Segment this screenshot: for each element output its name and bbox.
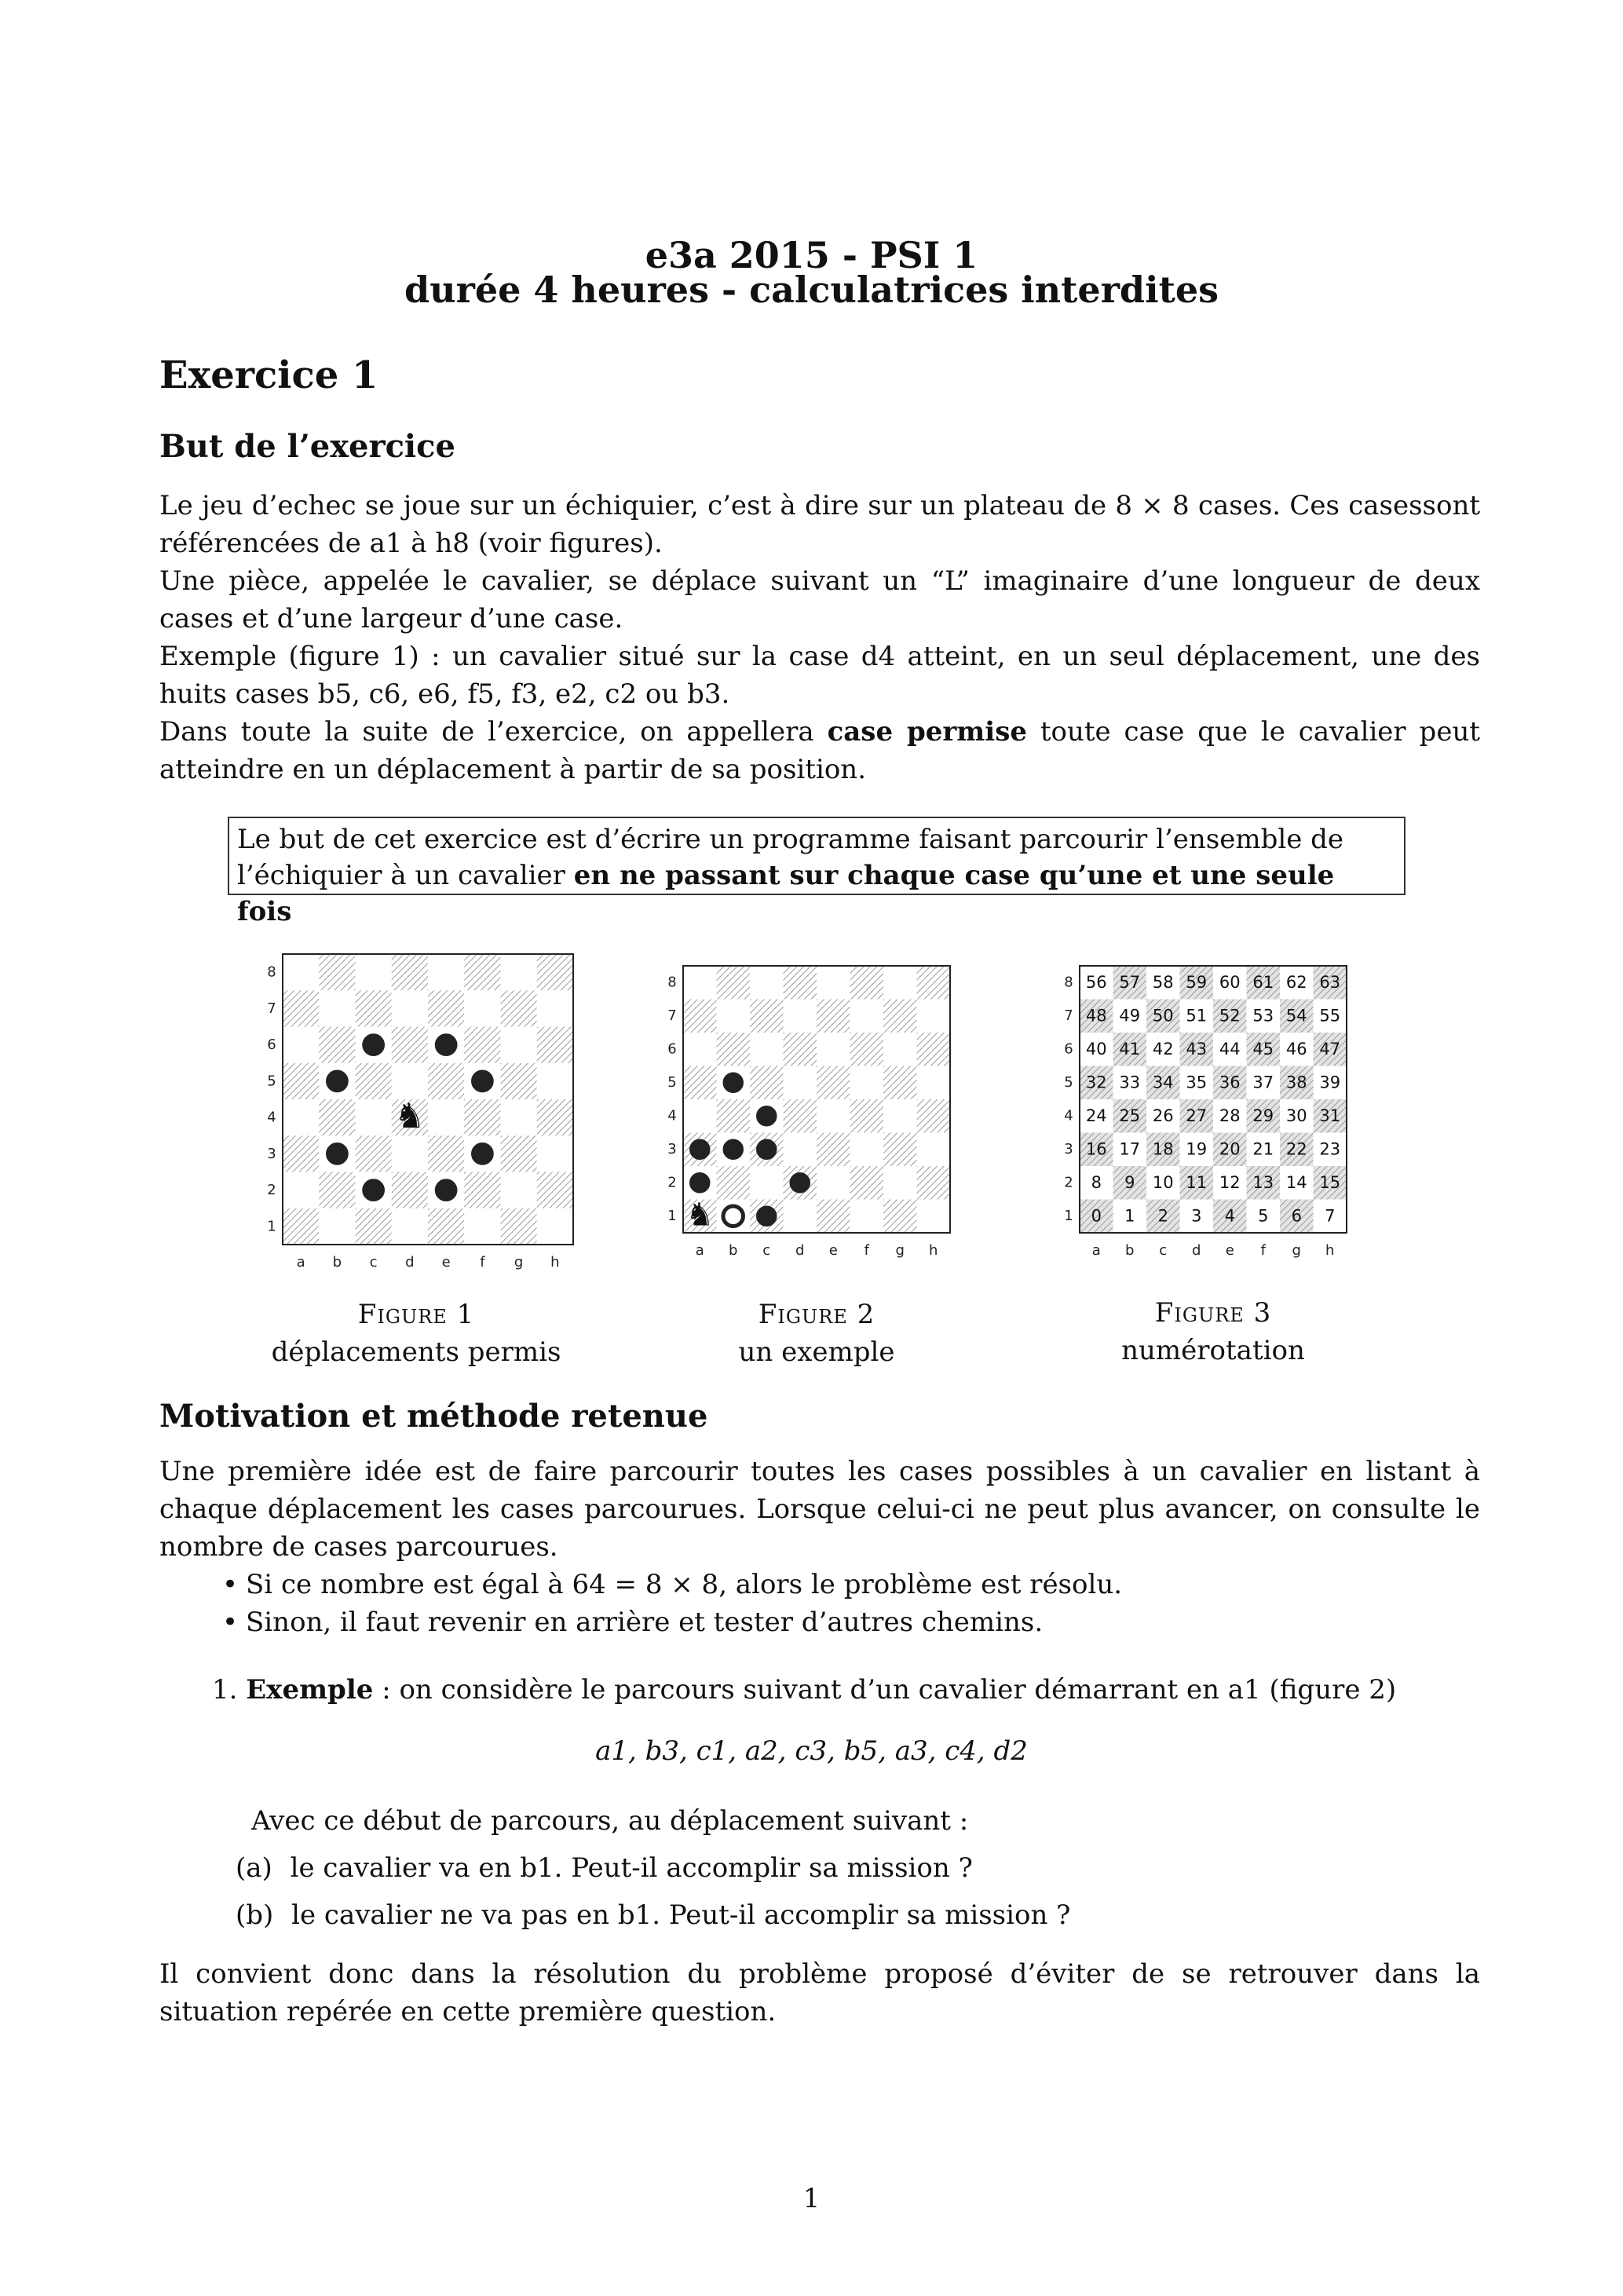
list-item (159, 1566, 1480, 1603)
board-square-g8 (501, 954, 537, 990)
paragraph: Exemple (figure 1) : un cavalier situé sur la case d4 atteint, en un seul déplacement, une des huits cases b5, c6, e6, f5, f3, e2, c2 ou b3. (159, 641, 1480, 710)
board-square-h5 (917, 1066, 951, 1100)
board-square-g7 (501, 990, 537, 1026)
square-number: 1 (1124, 1206, 1135, 1226)
board-square-g5 (883, 1066, 917, 1100)
board-square-h6 (917, 1033, 951, 1066)
file-label: d (795, 1242, 805, 1259)
board-square-g6 (501, 1027, 537, 1063)
board-square-g5 (501, 1063, 537, 1099)
board-square-h6 (537, 1027, 573, 1063)
square-number: 29 (1252, 1106, 1274, 1126)
bullet-text: Sinon, il faut revenir en arrière et tester d’autres chemins. (246, 1607, 1044, 1638)
question-number: 1. (212, 1674, 238, 1706)
file-label: g (1292, 1242, 1301, 1259)
board-square-b8 (717, 966, 751, 1000)
board-square-e1 (428, 1208, 464, 1245)
board-square-h7 (917, 1000, 951, 1033)
rank-label: 6 (667, 1040, 677, 1058)
figure1-chessboard (251, 946, 581, 1276)
board-square-h2 (537, 1172, 573, 1208)
board-square-f2 (850, 1166, 884, 1200)
board-square-d3 (784, 1133, 817, 1167)
square-number: 3 (1191, 1206, 1202, 1226)
board-square-a4 (683, 1099, 717, 1133)
knight-icon: ♞ (394, 1096, 426, 1137)
board-square-a6 (283, 1027, 319, 1063)
rank-label: 6 (267, 1036, 276, 1054)
move-marker-c6 (363, 1034, 385, 1056)
square-number: 44 (1219, 1040, 1241, 1059)
move-marker-c1 (757, 1206, 777, 1227)
question-text: le cavalier ne va pas en b1. Peut-il accomplir sa mission ? (291, 1899, 1071, 1931)
board-square-f5 (850, 1066, 884, 1100)
square-number: 0 (1091, 1206, 1102, 1226)
file-label: f (480, 1254, 485, 1270)
square-number: 61 (1252, 973, 1274, 993)
question-1 (212, 1671, 1480, 1709)
rank-label: 6 (1064, 1040, 1073, 1058)
square-number: 36 (1219, 1073, 1241, 1092)
board-square-d1 (784, 1200, 817, 1234)
section-heading-goal: But de l’exercice (159, 428, 455, 465)
empty-marker-b1 (723, 1206, 744, 1227)
file-label: a (695, 1242, 704, 1259)
file-label: c (762, 1242, 771, 1259)
file-label: f (1260, 1242, 1266, 1259)
board-square-h4 (537, 1099, 573, 1135)
rank-label: 5 (1064, 1073, 1073, 1091)
rank-label: 8 (667, 974, 677, 991)
square-number: 55 (1319, 1006, 1341, 1026)
file-label: b (1125, 1242, 1135, 1259)
question-label: (a) (236, 1852, 272, 1884)
question-text: : on considère le parcours suivant d’un cavalier démarrant en a1 (figure 2) (373, 1674, 1397, 1706)
square-number: 9 (1124, 1173, 1135, 1193)
rank-label: 7 (267, 1000, 276, 1017)
board-square-a4 (283, 1099, 319, 1135)
paragraph: Le jeu d’echec se joue sur un échiquier, c’est à dire sur un plateau de 8 × 8 cases. Ces casessont référencées de a1 à h8 (voir figures). (159, 490, 1480, 559)
square-number: 10 (1152, 1173, 1174, 1193)
board-square-e6 (817, 1033, 850, 1066)
board-square-b1 (319, 1208, 355, 1245)
move-marker-a3 (690, 1139, 711, 1160)
section1-text (159, 487, 1480, 788)
board-square-d6 (392, 1027, 428, 1063)
square-number: 54 (1285, 1006, 1307, 1026)
board-square-a3 (283, 1135, 319, 1172)
move-marker-e2 (435, 1179, 457, 1201)
figure2-chessboard (652, 958, 966, 1272)
square-number: 15 (1319, 1173, 1341, 1193)
square-number: 56 (1085, 973, 1107, 993)
square-number: 41 (1119, 1040, 1141, 1059)
square-number: 60 (1219, 973, 1241, 993)
board-square-c2 (750, 1166, 784, 1200)
file-label: f (864, 1242, 869, 1259)
header-subtitle: durée 4 heures - calculatrices interdites (404, 269, 1219, 311)
board-square-g4 (883, 1099, 917, 1133)
board-square-e8 (817, 966, 850, 1000)
square-number: 58 (1152, 973, 1174, 993)
board-square-f4 (464, 1099, 500, 1135)
square-number: 19 (1186, 1139, 1208, 1159)
question-label: (b) (236, 1899, 274, 1931)
board-square-e5 (428, 1063, 464, 1099)
board-square-d5 (392, 1063, 428, 1099)
figure-caption: un exemple (738, 1336, 895, 1368)
question-a (236, 1849, 1476, 1887)
board-square-c7 (356, 990, 392, 1026)
square-number: 57 (1119, 973, 1141, 993)
figure-label: Figure 1 (357, 1299, 475, 1330)
square-number: 18 (1152, 1139, 1174, 1159)
board-square-f1 (850, 1200, 884, 1234)
paragraph (159, 713, 1480, 788)
board-square-g2 (501, 1172, 537, 1208)
figure1-caption (251, 1296, 581, 1371)
move-marker-b3 (327, 1143, 349, 1165)
section-heading-motivation: Motivation et méthode retenue (159, 1398, 708, 1435)
file-label: g (514, 1254, 524, 1270)
board-square-d2 (392, 1172, 428, 1208)
square-number: 51 (1186, 1006, 1208, 1026)
board-square-d5 (784, 1066, 817, 1100)
term-case-permise: case permise (827, 716, 1027, 748)
rank-label: 2 (1064, 1174, 1073, 1191)
rank-label: 7 (667, 1007, 677, 1024)
square-number: 32 (1085, 1073, 1107, 1092)
board-square-c8 (356, 954, 392, 990)
square-number: 40 (1085, 1040, 1107, 1059)
board-square-f2 (464, 1172, 500, 1208)
bullet-icon: • (222, 1569, 239, 1600)
paragraph: Une pièce, appelée le cavalier, se déplace suivant un “L” imaginaire d’une longueur de deux cases et d’une largeur d’une case. (159, 565, 1480, 634)
board-square-e5 (817, 1066, 850, 1100)
square-number: 47 (1319, 1040, 1341, 1059)
board-square-e3 (428, 1135, 464, 1172)
board-square-c1 (356, 1208, 392, 1245)
figure-label: Figure 3 (1154, 1297, 1272, 1329)
square-number: 59 (1186, 973, 1208, 993)
figure-caption: déplacements permis (271, 1336, 561, 1368)
board-square-d8 (784, 966, 817, 1000)
rank-label: 4 (1064, 1107, 1073, 1124)
board-square-h8 (537, 954, 573, 990)
move-marker-b5 (723, 1073, 744, 1093)
board-square-h1 (917, 1200, 951, 1234)
figure-label: Figure 2 (758, 1299, 875, 1330)
goal-emphasis: en ne passant sur chaque case qu’une et une seule fois (237, 860, 1335, 927)
square-number: 53 (1252, 1006, 1274, 1026)
board-square-a1 (283, 1208, 319, 1245)
board-square-d3 (392, 1135, 428, 1172)
board-square-f3 (850, 1133, 884, 1167)
square-number: 42 (1152, 1040, 1174, 1059)
board-square-c4 (356, 1099, 392, 1135)
board-square-h1 (537, 1208, 573, 1245)
file-label: d (1192, 1242, 1201, 1259)
square-number: 49 (1119, 1006, 1141, 1026)
square-number: 11 (1186, 1173, 1208, 1193)
board-square-h4 (917, 1099, 951, 1133)
board-square-g4 (501, 1099, 537, 1135)
bullet-icon: • (222, 1607, 239, 1638)
board-square-b2 (717, 1166, 751, 1200)
rank-label: 1 (1064, 1207, 1073, 1224)
board-square-a5 (283, 1063, 319, 1099)
board-square-a5 (683, 1066, 717, 1100)
board-square-f8 (850, 966, 884, 1000)
figure2-caption (652, 1296, 981, 1371)
rank-label: 4 (667, 1107, 677, 1124)
board-square-c3 (356, 1135, 392, 1172)
rank-label: 3 (1064, 1140, 1073, 1157)
board-square-f4 (850, 1099, 884, 1133)
square-number: 39 (1319, 1073, 1341, 1092)
board-square-a7 (683, 1000, 717, 1033)
file-label: h (929, 1242, 938, 1259)
square-number: 7 (1325, 1206, 1336, 1226)
board-square-g7 (883, 1000, 917, 1033)
rank-label: 1 (267, 1218, 276, 1235)
header-title: e3a 2015 - PSI 1 (645, 234, 978, 276)
board-square-e8 (428, 954, 464, 990)
bullet-list (159, 1566, 1480, 1641)
square-number: 43 (1186, 1040, 1208, 1059)
board-square-f7 (850, 1000, 884, 1033)
board-square-b2 (319, 1172, 355, 1208)
rank-label: 1 (667, 1207, 677, 1224)
square-number: 63 (1319, 973, 1341, 993)
file-label: c (1159, 1242, 1168, 1259)
file-label: a (296, 1254, 305, 1270)
file-label: h (1325, 1242, 1335, 1259)
square-number: 33 (1119, 1073, 1141, 1092)
board-square-h7 (537, 990, 573, 1026)
board-square-f7 (464, 990, 500, 1026)
square-number: 25 (1119, 1106, 1141, 1126)
board-square-h2 (917, 1166, 951, 1200)
page-number: 1 (802, 2183, 821, 2214)
board-square-g3 (501, 1135, 537, 1172)
square-number: 34 (1152, 1073, 1174, 1092)
paragraph: Une première idée est de faire parcourir toutes les cases possibles à un cavalier en listant à chaque déplacement les cases parcourues. Lorsque celui-ci ne peut plus avancer, on consulte le nombre de cases parcourues. (159, 1456, 1480, 1563)
board-square-e3 (817, 1133, 850, 1167)
path-line: a1, b3, c1, a2, c3, b5, a3, c4, d2 (595, 1735, 1028, 1767)
goal-text: Le but de cet exercice est d’écrire un programme faisant parcourir l’ensemble de l’échiquier à un cavalier (237, 824, 1344, 891)
file-label: e (828, 1242, 838, 1259)
board-square-f6 (850, 1033, 884, 1066)
square-number: 62 (1285, 973, 1307, 993)
board-square-g1 (501, 1208, 537, 1245)
file-label: a (1091, 1242, 1101, 1259)
board-square-f1 (464, 1208, 500, 1245)
board-square-f8 (464, 954, 500, 990)
board-square-f6 (464, 1027, 500, 1063)
board-square-e4 (817, 1099, 850, 1133)
board-square-g6 (883, 1033, 917, 1066)
rank-label: 7 (1064, 1007, 1073, 1024)
move-marker-f3 (472, 1143, 494, 1165)
square-number: 37 (1252, 1073, 1274, 1092)
board-square-c7 (750, 1000, 784, 1033)
board-square-e7 (428, 990, 464, 1026)
rank-label: 8 (267, 963, 276, 981)
board-square-a8 (683, 966, 717, 1000)
square-number: 5 (1258, 1206, 1269, 1226)
board-square-d7 (784, 1000, 817, 1033)
board-square-c5 (750, 1066, 784, 1100)
move-marker-e6 (435, 1034, 457, 1056)
figure3-caption (1048, 1294, 1378, 1369)
square-number: 6 (1291, 1206, 1302, 1226)
board-square-h3 (917, 1133, 951, 1167)
rank-label: 3 (667, 1140, 677, 1157)
square-number: 38 (1285, 1073, 1307, 1092)
conclusion-text: Il convient donc dans la résolution du problème proposé d’éviter de se retrouver dans la situation repérée en cette première question. (159, 1958, 1480, 2027)
move-marker-f5 (472, 1070, 494, 1092)
rank-label: 4 (267, 1109, 276, 1126)
square-number: 52 (1219, 1006, 1241, 1026)
board-square-d8 (392, 954, 428, 990)
board-square-a2 (283, 1172, 319, 1208)
square-number: 17 (1119, 1139, 1141, 1159)
file-label: h (550, 1254, 560, 1270)
question-b (236, 1896, 1476, 1934)
file-label: d (405, 1254, 415, 1270)
board-square-g1 (883, 1200, 917, 1234)
square-number: 45 (1252, 1040, 1274, 1059)
file-label: g (895, 1242, 905, 1259)
square-number: 27 (1186, 1106, 1208, 1126)
board-square-h8 (917, 966, 951, 1000)
move-marker-a2 (690, 1173, 711, 1194)
rank-label: 5 (667, 1073, 677, 1091)
square-number: 8 (1091, 1173, 1102, 1193)
question-intro: Avec ce début de parcours, au déplacement suivant : (251, 1805, 969, 1837)
knight-icon: ♞ (685, 1196, 715, 1234)
board-square-b6 (717, 1033, 751, 1066)
figure3-chessboard (1048, 958, 1362, 1272)
square-number: 13 (1252, 1173, 1274, 1193)
board-square-c6 (750, 1033, 784, 1066)
board-square-a7 (283, 990, 319, 1026)
question-text: le cavalier va en b1. Peut-il accomplir sa mission ? (290, 1852, 973, 1884)
board-square-d1 (392, 1208, 428, 1245)
rank-label: 2 (667, 1174, 677, 1191)
board-square-a6 (683, 1033, 717, 1066)
goal-box (228, 817, 1406, 927)
board-square-e4 (428, 1099, 464, 1135)
board-square-b4 (717, 1099, 751, 1133)
board-square-e2 (817, 1166, 850, 1200)
board-square-g8 (883, 966, 917, 1000)
move-marker-b5 (327, 1070, 349, 1092)
board-square-c8 (750, 966, 784, 1000)
board-square-e7 (817, 1000, 850, 1033)
move-marker-c3 (757, 1139, 777, 1160)
board-square-d7 (392, 990, 428, 1026)
square-number: 20 (1219, 1139, 1241, 1159)
move-marker-c2 (363, 1179, 385, 1201)
file-label: c (369, 1254, 378, 1270)
question-bold: Exemple (246, 1674, 374, 1706)
move-marker-b3 (723, 1139, 744, 1160)
exercise-title: Exercice 1 (159, 353, 378, 397)
board-square-g2 (883, 1166, 917, 1200)
board-square-h5 (537, 1063, 573, 1099)
square-number: 28 (1219, 1106, 1241, 1126)
square-number: 48 (1085, 1006, 1107, 1026)
square-number: 14 (1285, 1173, 1307, 1193)
board-square-b7 (319, 990, 355, 1026)
square-number: 4 (1224, 1206, 1235, 1226)
file-label: e (1225, 1242, 1234, 1259)
move-marker-c4 (757, 1106, 777, 1127)
square-number: 22 (1285, 1139, 1307, 1159)
text: toute case que le cavalier peut atteindre en un déplacement à partir de sa position. (159, 716, 1480, 785)
rank-label: 5 (267, 1073, 276, 1090)
board-square-c5 (356, 1063, 392, 1099)
square-number: 30 (1285, 1106, 1307, 1126)
file-label: b (332, 1254, 342, 1270)
bullet-text: Si ce nombre est égal à 64 = 8 × 8, alors le problème est résolu. (246, 1569, 1123, 1600)
board-square-g3 (883, 1133, 917, 1167)
square-number: 12 (1219, 1173, 1241, 1193)
rank-label: 3 (267, 1145, 276, 1162)
square-number: 21 (1252, 1139, 1274, 1159)
square-number: 31 (1319, 1106, 1341, 1126)
file-label: e (441, 1254, 451, 1270)
board-square-b6 (319, 1027, 355, 1063)
text: Dans toute la suite de l’exercice, on appellera (159, 716, 828, 748)
figure-caption: numérotation (1121, 1335, 1305, 1366)
board-square-e1 (817, 1200, 850, 1234)
rank-label: 8 (1064, 974, 1073, 991)
list-item (159, 1603, 1480, 1641)
board-square-d4 (784, 1099, 817, 1133)
board-square-h3 (537, 1135, 573, 1172)
square-number: 23 (1319, 1139, 1341, 1159)
square-number: 24 (1085, 1106, 1107, 1126)
board-square-b4 (319, 1099, 355, 1135)
board-square-b7 (717, 1000, 751, 1033)
square-number: 46 (1285, 1040, 1307, 1059)
section2-text (159, 1453, 1480, 1641)
square-number: 16 (1085, 1139, 1107, 1159)
board-square-a8 (283, 954, 319, 990)
board-square-d6 (784, 1033, 817, 1066)
rank-label: 2 (267, 1182, 276, 1199)
square-number: 2 (1157, 1206, 1168, 1226)
file-label: b (729, 1242, 738, 1259)
board-square-b8 (319, 954, 355, 990)
square-number: 26 (1152, 1106, 1174, 1126)
square-number: 35 (1186, 1073, 1208, 1092)
move-marker-d2 (790, 1173, 810, 1194)
square-number: 50 (1152, 1006, 1174, 1026)
